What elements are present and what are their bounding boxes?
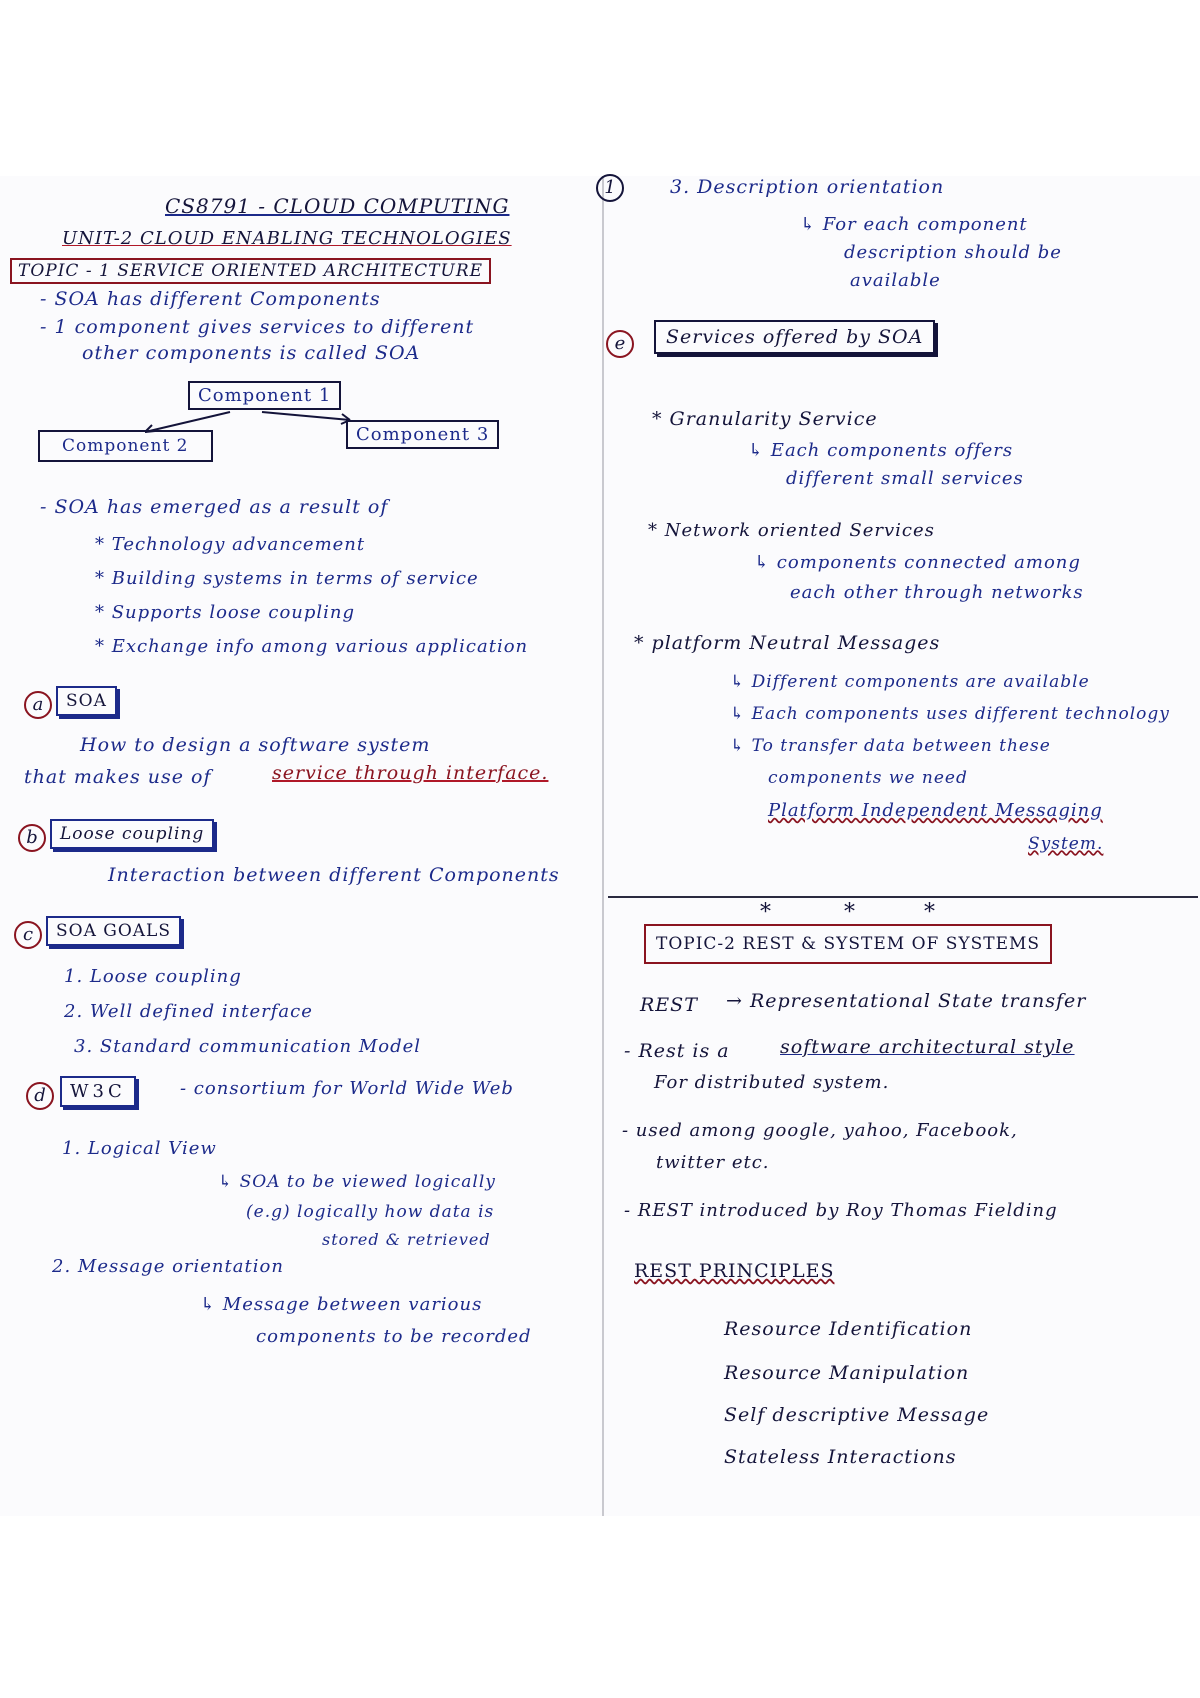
network-line-2: each other through networks bbox=[790, 582, 1084, 603]
intro-line-3: other components is called SOA bbox=[82, 342, 421, 364]
goal-2: 2. Well defined interface bbox=[64, 1001, 313, 1022]
granularity-service: * Granularity Service bbox=[652, 408, 878, 430]
emerged-item-4: * Exchange info among various application bbox=[95, 636, 529, 657]
rest-definition-a: - Rest is a bbox=[624, 1040, 730, 1062]
principle-1: Resource Identification bbox=[724, 1318, 973, 1340]
section-a-marker: a bbox=[24, 691, 52, 719]
section-b-heading: Loose coupling bbox=[50, 819, 214, 849]
section-c-marker: c bbox=[14, 921, 42, 949]
rest-usage-line-2: twitter etc. bbox=[656, 1152, 770, 1173]
description-orientation-heading: 3. Description orientation bbox=[670, 176, 945, 198]
section-d-marker: d bbox=[26, 1082, 54, 1110]
section-d-heading: W3C bbox=[60, 1076, 136, 1107]
emerged-item-1: * Technology advancement bbox=[95, 534, 366, 555]
logical-view-heading: 1. Logical View bbox=[62, 1138, 217, 1159]
component-diagram-arrows bbox=[0, 176, 600, 476]
logical-view-line-2: (e.g) logically how data is bbox=[246, 1202, 495, 1222]
w3c-definition: - consortium for World Wide Web bbox=[180, 1078, 514, 1099]
description-orientation-line-2: description should be bbox=[844, 242, 1062, 263]
platform-neutral-messages: * platform Neutral Messages bbox=[634, 632, 941, 654]
network-line-1: ↳ components connected among bbox=[754, 552, 1081, 573]
left-page bbox=[0, 176, 600, 1516]
page-title: CS8791 - CLOUD COMPUTING bbox=[165, 194, 510, 218]
rest-principles-heading: REST PRINCIPLES bbox=[634, 1260, 835, 1282]
section-b-marker: b bbox=[18, 824, 46, 852]
component-2-box: Component 2 bbox=[38, 430, 213, 462]
goal-1: 1. Loose coupling bbox=[64, 966, 242, 987]
soa-definition-line-1: How to design a software system bbox=[80, 734, 431, 756]
network-oriented-services: * Network oriented Services bbox=[648, 520, 935, 541]
right-page bbox=[604, 176, 1200, 1516]
rest-usage-line-1: - used among google, yahoo, Facebook, bbox=[622, 1120, 1018, 1141]
topic-2-heading: TOPIC-2 REST & SYSTEM OF SYSTEMS bbox=[644, 924, 1052, 964]
emerged-item-3: * Supports loose coupling bbox=[95, 602, 356, 623]
description-orientation-line-3: available bbox=[850, 270, 941, 291]
rest-definition-line-2: For distributed system. bbox=[654, 1072, 890, 1093]
principle-3: Self descriptive Message bbox=[724, 1404, 990, 1426]
logical-view-line-3: stored & retrieved bbox=[322, 1230, 491, 1249]
unit-heading: UNIT-2 CLOUD ENABLING TECHNOLOGIES bbox=[62, 228, 512, 249]
message-orientation-line-1: ↳ Message between various bbox=[200, 1294, 483, 1315]
rest-definition-b: software architectural style bbox=[780, 1036, 1075, 1058]
section-c-heading: SOA GOALS bbox=[46, 916, 181, 946]
description-orientation-line-1: ↳ For each component bbox=[800, 214, 1028, 235]
divider-star-3: * bbox=[924, 900, 935, 925]
platform-line-2: ↳ Each components uses different technology bbox=[730, 704, 1170, 724]
goal-3: 3. Standard communication Model bbox=[74, 1036, 422, 1057]
loose-coupling-definition: Interaction between different Components bbox=[108, 864, 560, 886]
logical-view-line-1: ↳ SOA to be viewed logically bbox=[218, 1172, 496, 1192]
divider-star-2: * bbox=[844, 900, 855, 925]
component-3-box: Component 3 bbox=[346, 420, 499, 449]
message-orientation-heading: 2. Message orientation bbox=[52, 1256, 284, 1277]
message-orientation-line-2: components to be recorded bbox=[256, 1326, 532, 1347]
rest-expansion: → Representational State transfer bbox=[726, 990, 1087, 1012]
granularity-line-1: ↳ Each components offers bbox=[748, 440, 1014, 461]
granularity-line-2: different small services bbox=[786, 468, 1024, 489]
section-divider bbox=[608, 896, 1198, 898]
platform-line-3: ↳ To transfer data between these bbox=[730, 736, 1051, 756]
section-a-heading: SOA bbox=[56, 686, 117, 716]
principle-4: Stateless Interactions bbox=[724, 1446, 957, 1468]
intro-line-1: - SOA has different Components bbox=[40, 288, 381, 310]
intro-line-2: - 1 component gives services to different bbox=[40, 316, 475, 338]
emerged-heading: - SOA has emerged as a result of bbox=[40, 496, 389, 518]
topic-1-heading: TOPIC - 1 SERVICE ORIENTED ARCHITECTURE bbox=[10, 258, 491, 284]
section-e-marker: e bbox=[606, 330, 634, 358]
soa-definition-line-2a: that makes use of bbox=[24, 766, 212, 788]
platform-line-5: Platform Independent Messaging bbox=[768, 800, 1103, 821]
platform-line-4: components we need bbox=[768, 768, 968, 788]
principle-2: Resource Manipulation bbox=[724, 1362, 970, 1384]
divider-star-1: * bbox=[760, 900, 771, 925]
component-1-box: Component 1 bbox=[188, 381, 341, 410]
page-number-marker: 1 bbox=[596, 174, 624, 202]
rest-acronym: REST bbox=[640, 994, 698, 1016]
emerged-item-2: * Building systems in terms of service bbox=[95, 568, 479, 589]
platform-line-6: System. bbox=[1028, 834, 1104, 854]
section-e-heading: Services offered by SOA bbox=[654, 320, 935, 354]
soa-definition-line-2b: service through interface. bbox=[272, 762, 549, 784]
rest-inventor: - REST introduced by Roy Thomas Fielding bbox=[624, 1200, 1058, 1221]
platform-line-1: ↳ Different components are available bbox=[730, 672, 1090, 692]
